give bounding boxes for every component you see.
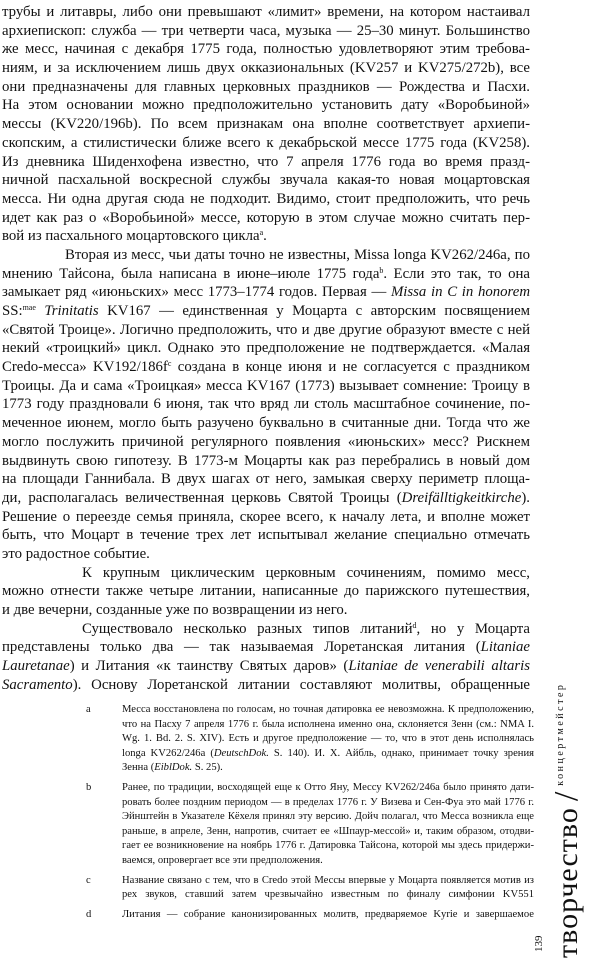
text-line <box>2 59 530 78</box>
text-run: ). <box>521 489 530 506</box>
text-line <box>2 171 530 190</box>
footnote-body <box>122 703 534 776</box>
text-run: что на Пасху 7 апреля 1776 г. была исполнена именно она, склоняется Зенн (см.: NMA I. <box>122 718 534 730</box>
footnote-body <box>122 908 534 923</box>
text-run: S. 140). И. Х. Айбль, однако, принимает точку зрения <box>268 747 534 759</box>
text-line <box>2 657 530 676</box>
footnotes <box>86 703 534 927</box>
footnote-label: b <box>86 781 92 793</box>
text-run: . Если это так, то она <box>383 265 530 282</box>
text-line <box>2 78 530 97</box>
text-run: они предназначены для главных церковных праздников — Рождества и Пасхи. <box>2 78 530 95</box>
footnote-label: c <box>86 874 91 886</box>
text-run: Троицы. Да и сама «Троицкая» месса KV167 (1773) вызывает сомнение: Троицу в <box>2 377 530 394</box>
text-run: ди, располагалась величественная церковь Святой Троицы ( <box>2 489 402 506</box>
footnote-line <box>122 854 534 869</box>
text-run: вой из пасхального моцартовского цикла <box>2 228 260 245</box>
text-run: могло послужить причиной регулярного появления «июньских» месс? Рискнем <box>2 433 530 450</box>
text-line <box>2 489 530 508</box>
italic-text: Lauretanae <box>2 658 70 675</box>
text-run: мнению Тайсона, была написана в июне–июле 1775 года <box>2 265 380 282</box>
text-run: Месса восстановлена по голосам, но точная датировка ее невозможна. К предположению, <box>122 704 534 715</box>
main-text <box>2 3 530 694</box>
footnote-line <box>122 874 534 889</box>
text-run: месса. Ни одна другая сюда не подходит. Видимо, стоит предположить, что речь <box>2 190 530 207</box>
text-line <box>2 153 530 172</box>
text-run: мессы (KV220/196b). По всем признакам она вполне соответствует архиепи- <box>2 116 530 133</box>
footnote-body <box>122 874 534 903</box>
text-run: меченное июнем, могло быть разучено буквально в считанные дни. Тогда что же <box>2 415 530 432</box>
text-line <box>2 676 530 695</box>
footnote <box>86 874 534 903</box>
text-run: Существовало несколько разных типов литаний <box>82 620 413 637</box>
text-line <box>2 526 530 545</box>
text-line <box>2 302 530 321</box>
text-run: Wg. 1. Bd. 2. S. XIV). Есть и другое предположение — то, что в этот день исполнялась <box>122 733 534 745</box>
text-run: longa KV262/246a ( <box>122 747 214 759</box>
text-run: это радостное событие. <box>2 545 150 562</box>
footnote-line <box>122 810 534 825</box>
text-run: Зенна ( <box>122 762 155 774</box>
italic-text: Litaniae de venerabili altaris <box>348 658 530 675</box>
text-line <box>2 358 530 377</box>
text-run: ваемся, опровергает все эти предположения. <box>122 854 323 866</box>
footnote-line <box>122 825 534 840</box>
text-run: некий «троицкий» цикл. Однако это предположение не подтверждается. «Малая <box>2 340 530 357</box>
running-head-section: творчество <box>551 807 584 958</box>
footnote <box>86 703 534 776</box>
text-line <box>2 134 530 153</box>
text-run: 1773 году праздновали 6 июня, так что вряд ли столь масштабное сочинение, по- <box>2 396 530 413</box>
text-run: скопским, а стилистически ближе всего к декабрьской мессе 1775 года (KV258). <box>2 134 530 151</box>
text-run: же месс, начиная с декабря 1775 года, полностью удовлетворяют этим требова- <box>2 41 530 58</box>
running-head <box>548 683 586 958</box>
text-line <box>2 265 530 284</box>
text-run: создана в конце июня и не согласуется с праздником <box>171 359 530 376</box>
footnote-ref: d <box>412 620 417 630</box>
text-run: Решение о переезде семья приняла, скорее всего, к началу лета, и вполне может <box>2 508 530 525</box>
footnote-line <box>122 703 534 718</box>
text-line <box>2 321 530 340</box>
footnote-body <box>122 781 534 869</box>
running-head-subsection: концертмейстер <box>555 682 566 786</box>
footnote <box>86 781 534 869</box>
text-run: замыкает ряд «июньских» месс 1773–1774 годов. Первая — <box>2 284 391 301</box>
text-line <box>2 283 530 302</box>
italic-text: Missa in C in honorem <box>390 284 530 301</box>
text-run: и две вечерни, созданные уже по возвращении из него. <box>2 602 348 618</box>
text-line <box>2 433 530 452</box>
text-run: Вторая из месс, чьи даты точно не известны, Missa longa KV262/246a, по <box>65 246 530 263</box>
footnote-line <box>122 781 534 796</box>
running-head-separator: / <box>548 791 585 802</box>
text-line <box>2 452 530 471</box>
text-line <box>2 3 530 22</box>
footnote-ref: a <box>259 228 264 238</box>
text-run: Литания — собрание канонизированных молитв, предваряемое Kyrie и завершаемое <box>122 908 534 920</box>
footnote-ref: mae <box>22 303 36 312</box>
text-run: SS: <box>2 303 23 319</box>
text-line <box>2 414 530 433</box>
text-line <box>2 601 530 620</box>
text-line <box>2 190 530 209</box>
text-run: ). Основу Лоретанской литании составляют молитвы, обращенные <box>72 676 530 693</box>
footnote-line <box>122 888 534 903</box>
footnote-ref: b <box>379 265 384 275</box>
text-line <box>2 40 530 59</box>
italic-text: DeutschDok. <box>213 747 269 759</box>
footnote-line <box>122 718 534 733</box>
text-run: «Святой Троице». Логично предположить, что и две другие образуют вместе с ней <box>2 321 530 338</box>
text-run: архиепископ: служба — три четверти часа, музыка — 25–30 минут. Большинство <box>2 22 530 39</box>
footnote <box>86 908 534 923</box>
text-run: на площади Ганнибала. В двух шагах от него, замыкая сверху периметр площа- <box>2 471 530 488</box>
text-line <box>2 545 530 564</box>
text-line <box>2 620 530 639</box>
italic-text: Sacramento <box>2 676 73 693</box>
footnote-line <box>122 761 534 776</box>
text-line <box>2 96 530 115</box>
text-run: трубы и литавры, либо они превышают «лимит» времени, на котором настаивал <box>2 4 530 20</box>
text-line <box>2 246 530 265</box>
text-run: , но у Моцарта <box>416 620 530 637</box>
text-line <box>2 395 530 414</box>
text-run: Ранее, по традиции, восходящей еще к Отто Яну, Мессу KV262/246a было принято дати- <box>122 781 534 793</box>
text-run: . <box>263 228 267 245</box>
text-run: На этом основании можно предположительно установить дату «Воробьиной» <box>2 97 530 114</box>
text-run: Эйнштейн в Указателе Кёхеля принял эту версию. Дойч полагал, что Месса возникла еще <box>122 811 534 823</box>
footnote-line <box>122 839 534 854</box>
italic-text: Trinitatis <box>44 303 99 319</box>
footnote-line <box>122 732 534 747</box>
text-run: раньше, в апреле, Зенн, напротив, считает ее «Шпаур-мессой» и, таким образом, отодви- <box>122 825 534 837</box>
footnote-line <box>122 908 534 923</box>
text-run: представлены только два — так называемая Лоретанская литания ( <box>2 639 481 656</box>
text-run: ниям, и за исключением лишь двух окказиональных (KV257 и KV275/272b), все <box>2 60 530 77</box>
text-line <box>2 508 530 527</box>
text-line <box>2 638 530 657</box>
text-run: KV167 — единственная у Моцарта с авторским посвящением <box>98 303 530 319</box>
text-line <box>2 470 530 489</box>
footnote-line <box>122 747 534 762</box>
text-run: быть, что Моцарт в течение трех лет испытывал желание специально отмечать <box>2 527 530 544</box>
text-run: ровать более поздним периодом — в пределах 1776 г. У Визева и Сен-Фуа это май 1776 г. <box>122 796 534 808</box>
text-run: ничной пасхальной воскресной службы звучала какая-то новая моцартовская <box>2 172 530 189</box>
text-line <box>2 339 530 358</box>
text-line <box>2 377 530 396</box>
footnote-line <box>122 796 534 811</box>
text-run: Название связано с тем, что в Credo этой Мессы впервые у Моцарта появляется мотив из <box>122 874 534 886</box>
italic-text: EiblDok. <box>154 762 193 774</box>
text-run: S. 25). <box>192 762 223 774</box>
text-run: можно отнести также четыре литании, написанные до парижского путешествия, <box>2 583 530 600</box>
text-run: К крупным циклическим церковным сочинениям, помимо месс, <box>82 564 530 581</box>
text-line <box>2 227 530 246</box>
text-line <box>2 582 530 601</box>
italic-text: Litaniae <box>480 639 530 656</box>
text-run: Из дневника Шиденхофена известно, что 7 апреля 1776 года во время празд- <box>2 153 530 170</box>
footnote-ref: c <box>167 359 172 369</box>
text-run: ) и Литания «к таинству Святых даров» ( <box>69 658 349 675</box>
text-line <box>2 22 530 41</box>
text-run: Credo-месса» KV192/186f <box>2 359 168 376</box>
text-run: идет как раз о «Воробьиной» мессе, которую в этом случае можно считать пер- <box>2 209 530 226</box>
footnote-label: a <box>86 704 91 715</box>
text-run: гает ее возникновение на ноябрь 1776 г. Датировка Тайсона, которой мы здесь придержи- <box>122 840 534 852</box>
text-line <box>2 209 530 228</box>
italic-text: Dreifälltigkeitkirche <box>401 489 522 506</box>
text-line <box>2 115 530 134</box>
page-number: 139 <box>533 935 545 952</box>
text-line <box>2 564 530 583</box>
footnote-label: d <box>86 908 92 920</box>
text-run: выдвинуть свою гипотезу. В 1773-м Моцарты как раз перебрались в новый дом <box>2 452 530 469</box>
text-run: рех звуков, ставший затем чрезвычайно известным по финалу симфонии KV551 <box>122 889 534 901</box>
